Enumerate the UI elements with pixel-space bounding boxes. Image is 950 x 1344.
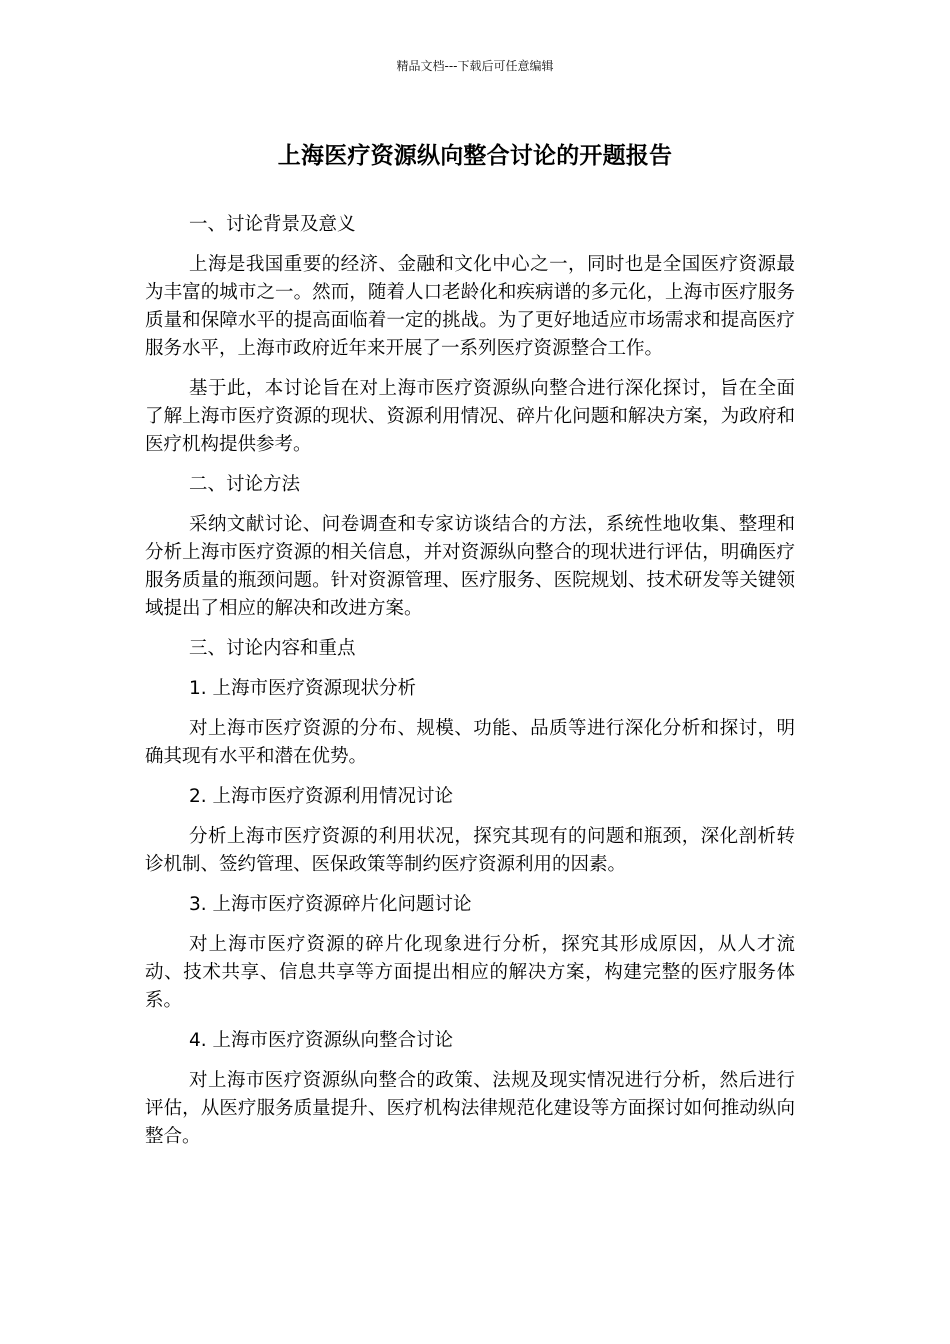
page-header: 精品文档---下载后可任意编辑 [396,59,554,73]
paragraph-subsection-4: 对上海市医疗资源纵向整合的政策、法规及现实情况进行分析，然后进行评估，从医疗服务质量提升、医疗机构法律规范化建设等方面探讨如何推动纵向整合。 [145,1070,795,1147]
paragraph-methods: 采纳文献讨论、问卷调查和专家访谈结合的方法，系统性地收集、整理和分析上海市医疗资源的相关信息，并对资源纵向整合的现状进行评估，明确医疗服务质量的瓶颈问题。针对资源管理、医疗服务、医院规划、技术研发等关键领域提出了相应的解决和改进方案。 [145,514,795,619]
section-heading-methods: 二、讨论方法 [189,474,301,495]
subsection-heading-3: 3. 上海市医疗资源碎片化问题讨论 [189,894,472,915]
subsection-heading-4: 4. 上海市医疗资源纵向整合讨论 [189,1030,454,1051]
paragraph-subsection-2: 分析上海市医疗资源的利用状况，探究其现有的问题和瓶颈，深化剖析转诊机制、签约管理、医保政策等制约医疗资源利用的因素。 [145,826,795,875]
subsection-heading-2: 2. 上海市医疗资源利用情况讨论 [189,786,454,807]
paragraph-background-1: 上海是我国重要的经济、金融和文化中心之一，同时也是全国医疗资源最为丰富的城市之一。然而，随着人口老龄化和疾病谱的多元化，上海市医疗服务质量和保障水平的提高面临着一定的挑战。为了更好地适应市场需求和提高医疗服务水平，上海市政府近年来开展了一系列医疗资源整合工作。 [145,254,795,359]
paragraph-subsection-3: 对上海市医疗资源的碎片化现象进行分析，探究其形成原因，从人才流动、技术共享、信息共享等方面提出相应的解决方案，构建完整的医疗服务体系。 [145,934,795,1011]
paragraph-background-2: 基于此，本讨论旨在对上海市医疗资源纵向整合进行深化探讨，旨在全面了解上海市医疗资源的现状、资源利用情况、碎片化问题和解决方案，为政府和医疗机构提供参考。 [145,378,795,455]
subsection-heading-1: 1. 上海市医疗资源现状分析 [189,678,417,699]
document-body [145,211,795,1163]
document-title: 上海医疗资源纵向整合讨论的开题报告 [277,143,673,169]
paragraph-subsection-1: 对上海市医疗资源的分布、规模、功能、品质等进行深化分析和探讨，明确其现有水平和潜在优势。 [145,718,795,767]
section-heading-background: 一、讨论背景及意义 [189,214,356,235]
section-heading-content: 三、讨论内容和重点 [189,638,356,659]
